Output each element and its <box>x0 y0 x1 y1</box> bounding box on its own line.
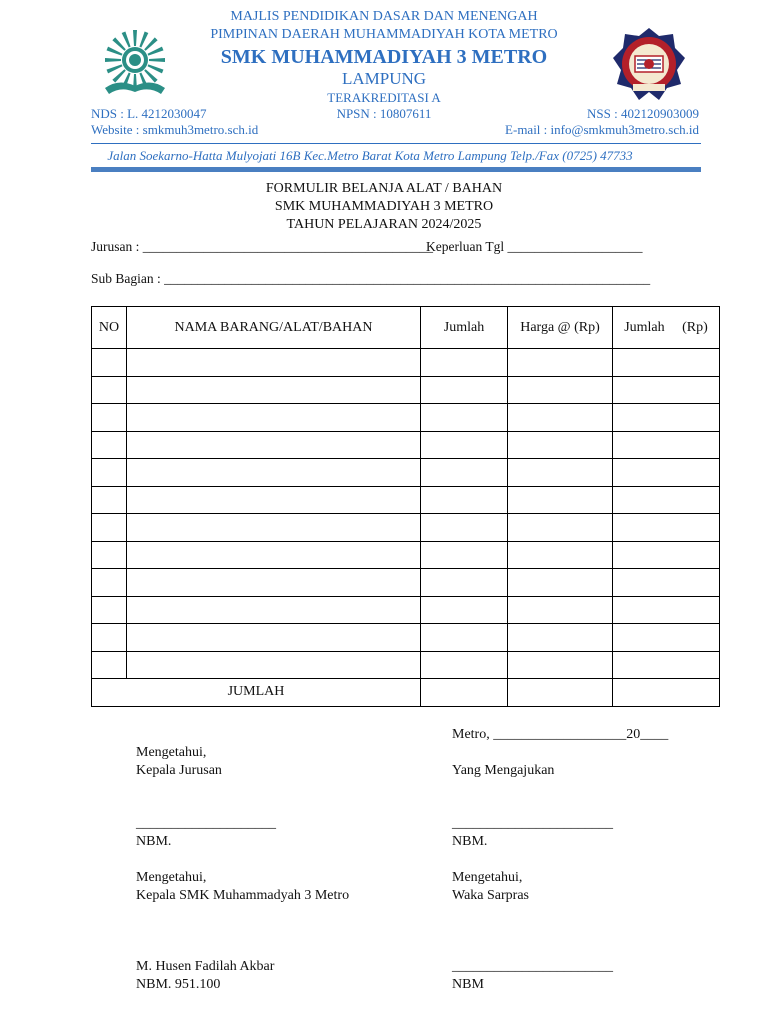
table-row <box>92 541 720 569</box>
item-name-cell[interactable] <box>127 624 421 652</box>
header-thick-divider <box>91 167 701 172</box>
quantity-cell[interactable] <box>421 459 508 487</box>
header-website: Website : smkmuh3metro.sch.id <box>91 122 259 137</box>
quantity-cell[interactable] <box>421 651 508 679</box>
header-line-pimpinan: PIMPINAN DAERAH MUHAMMADIYAH KOTA METRO <box>210 27 558 42</box>
sig-right1-nbm: NBM. <box>452 834 488 849</box>
form-subtitle-year: TAHUN PELAJARAN 2024/2025 <box>286 217 482 232</box>
total-price-cell[interactable] <box>613 596 720 624</box>
sig-right1-role: Yang Mengajukan <box>452 763 555 778</box>
header-region: LAMPUNG <box>341 69 427 88</box>
total-price-cell[interactable] <box>613 541 720 569</box>
form-subtitle-school: SMK MUHAMMADIYAH 3 METRO <box>274 199 494 214</box>
col-header-item-name: NAMA BARANG/ALAT/BAHAN <box>127 307 421 349</box>
col-header-total-price: Jumlah (Rp) <box>613 307 720 349</box>
item-name-cell[interactable] <box>127 569 421 597</box>
sig-right1-signature-line[interactable]: _______________________ <box>452 816 613 831</box>
table-row <box>92 431 720 459</box>
sig-left1-role: Kepala Jurusan <box>136 763 222 778</box>
item-name-cell[interactable] <box>127 404 421 432</box>
sig-right2-signature-line[interactable]: _______________________ <box>452 959 613 974</box>
total-price-cell[interactable] <box>613 624 720 652</box>
total-price-cell[interactable] <box>613 459 720 487</box>
no-cell[interactable] <box>92 651 127 679</box>
quantity-cell[interactable] <box>421 431 508 459</box>
total-price-cell[interactable] <box>613 651 720 679</box>
no-cell[interactable] <box>92 541 127 569</box>
table-total-row <box>92 679 720 707</box>
total-label: JUMLAH <box>92 679 421 707</box>
header-nds: NDS : L. 4212030047 <box>91 106 207 121</box>
table-row <box>92 569 720 597</box>
unit-price-cell[interactable] <box>508 624 613 652</box>
table-row <box>92 486 720 514</box>
header-accreditation: TERAKREDITASI A <box>327 90 441 105</box>
sig-left1-mengetahui: Mengetahui, <box>136 745 207 760</box>
total-price-cell[interactable] <box>613 376 720 404</box>
no-cell[interactable] <box>92 486 127 514</box>
header-address: Jalan Soekarno-Hatta Mulyojati 16B Kec.Metro Barat Kota Metro Lampung Telp./Fax (0725) 47733 <box>107 148 633 163</box>
unit-price-cell[interactable] <box>508 376 613 404</box>
item-name-cell[interactable] <box>127 376 421 404</box>
unit-price-cell[interactable] <box>508 596 613 624</box>
total-price-cell[interactable] <box>613 514 720 542</box>
total-price-cell[interactable] <box>613 404 720 432</box>
item-name-cell[interactable] <box>127 349 421 377</box>
quantity-cell[interactable] <box>421 486 508 514</box>
quantity-cell[interactable] <box>421 349 508 377</box>
unit-price-cell[interactable] <box>508 569 613 597</box>
header-nss: NSS : 402120903009 <box>587 106 699 121</box>
place-date-line[interactable]: Metro, ___________________20____ <box>452 727 669 742</box>
no-cell[interactable] <box>92 596 127 624</box>
sig-left1-nbm: NBM. <box>136 834 172 849</box>
sig-left2-nbm: NBM. 951.100 <box>136 977 221 992</box>
total-price-cell[interactable] <box>613 349 720 377</box>
quantity-cell[interactable] <box>421 624 508 652</box>
table-row <box>92 514 720 542</box>
header-email: E-mail : info@smkmuh3metro.sch.id <box>505 122 699 137</box>
table-row <box>92 349 720 377</box>
unit-price-cell[interactable] <box>508 486 613 514</box>
unit-price-cell[interactable] <box>508 404 613 432</box>
total-quantity-cell[interactable] <box>421 679 508 707</box>
no-cell[interactable] <box>92 349 127 377</box>
table-row <box>92 459 720 487</box>
total-amount-cell[interactable] <box>613 679 720 707</box>
item-name-cell[interactable] <box>127 541 421 569</box>
purchase-table <box>91 306 720 707</box>
table-row <box>92 404 720 432</box>
total-price-cell[interactable] <box>613 431 720 459</box>
total-unit-price-cell[interactable] <box>508 679 613 707</box>
unit-price-cell[interactable] <box>508 349 613 377</box>
table-header-row <box>92 307 720 349</box>
col-header-unit-price: Harga @ (Rp) <box>508 307 613 349</box>
unit-price-cell[interactable] <box>508 459 613 487</box>
header-thin-divider <box>91 143 701 144</box>
no-cell[interactable] <box>92 404 127 432</box>
no-cell[interactable] <box>92 569 127 597</box>
item-name-cell[interactable] <box>127 459 421 487</box>
table-row <box>92 651 720 679</box>
keperluan-date-field[interactable]: Keperluan Tgl ____________________ <box>426 239 643 254</box>
sub-bagian-field[interactable]: Sub Bagian : ________________________________________________________________________ <box>91 271 651 286</box>
col-header-no: NO <box>92 307 127 349</box>
quantity-cell[interactable] <box>421 404 508 432</box>
no-cell[interactable] <box>92 624 127 652</box>
sig-right2-nbm: NBM <box>452 977 484 992</box>
no-cell[interactable] <box>92 514 127 542</box>
sig-left1-signature-line[interactable]: ____________________ <box>136 816 276 831</box>
header-line-majlis: MAJLIS PENDIDIKAN DASAR DAN MENENGAH <box>230 9 538 24</box>
sig-right2-mengetahui: Mengetahui, <box>452 870 523 885</box>
sig-left2-mengetahui: Mengetahui, <box>136 870 207 885</box>
unit-price-cell[interactable] <box>508 431 613 459</box>
quantity-cell[interactable] <box>421 376 508 404</box>
item-name-cell[interactable] <box>127 514 421 542</box>
header-school-name: SMK MUHAMMADIYAH 3 METRO <box>220 46 548 68</box>
item-name-cell[interactable] <box>127 651 421 679</box>
header-npsn: NPSN : 10807611 <box>336 106 432 121</box>
unit-price-cell[interactable] <box>508 541 613 569</box>
quantity-cell[interactable] <box>421 569 508 597</box>
table-row <box>92 376 720 404</box>
no-cell[interactable] <box>92 459 127 487</box>
table-row <box>92 596 720 624</box>
form-title: FORMULIR BELANJA ALAT / BAHAN <box>265 181 503 196</box>
unit-price-cell[interactable] <box>508 514 613 542</box>
quantity-cell[interactable] <box>421 596 508 624</box>
jurusan-field[interactable]: Jurusan : ___________________________________________ <box>91 239 433 254</box>
sig-right2-role: Waka Sarpras <box>452 888 530 903</box>
item-name-cell[interactable] <box>127 596 421 624</box>
total-price-cell[interactable] <box>613 569 720 597</box>
table-row <box>92 624 720 652</box>
unit-price-cell[interactable] <box>508 651 613 679</box>
sig-left2-name: M. Husen Fadilah Akbar <box>136 959 275 974</box>
total-price-cell[interactable] <box>613 486 720 514</box>
quantity-cell[interactable] <box>421 541 508 569</box>
col-header-quantity: Jumlah <box>421 307 508 349</box>
no-cell[interactable] <box>92 431 127 459</box>
no-cell[interactable] <box>92 376 127 404</box>
sig-left2-role: Kepala SMK Muhammadyah 3 Metro <box>136 888 350 903</box>
item-name-cell[interactable] <box>127 431 421 459</box>
quantity-cell[interactable] <box>421 514 508 542</box>
item-name-cell[interactable] <box>127 486 421 514</box>
